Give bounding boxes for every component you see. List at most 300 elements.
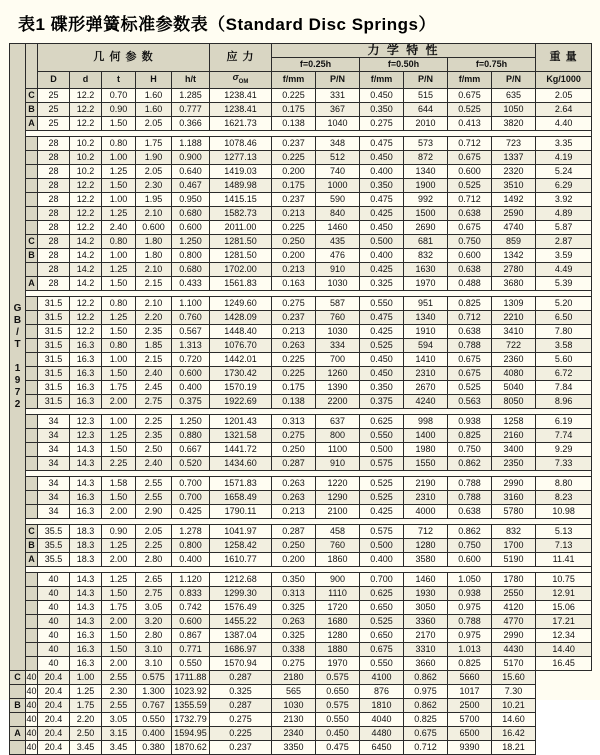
cell-p-075: 1780 — [492, 572, 536, 586]
cell-H: 3.05 — [102, 712, 136, 726]
cell-H: 1.60 — [136, 102, 172, 116]
cell-p-075: 5700 — [448, 712, 492, 726]
standard-label: GB/T 1972 — [12, 302, 23, 411]
cell-p-075: 5170 — [492, 656, 536, 670]
cell-p-075: 3160 — [492, 490, 536, 504]
cell-weight: 8.80 — [536, 476, 592, 490]
col-f-050: f/mm — [360, 72, 404, 89]
cell-t: 1.75 — [102, 380, 136, 394]
cell-f-025: 0.213 — [272, 206, 316, 220]
cell-p-050: 2690 — [404, 220, 448, 234]
cell-f-050: 0.550 — [360, 296, 404, 310]
col-t: t — [102, 72, 136, 89]
cell-f-075: 0.825 — [448, 296, 492, 310]
cell-d: 20.4 — [38, 684, 70, 698]
cell-t: 0.80 — [102, 136, 136, 150]
cell-f-075: 0.862 — [404, 698, 448, 712]
cell-class — [26, 296, 38, 310]
cell-p-025: 1040 — [316, 116, 360, 130]
cell-class — [10, 740, 26, 754]
cell-class — [26, 656, 38, 670]
cell-p-025: 910 — [316, 262, 360, 276]
cell-sigma: 1041.97 — [210, 524, 272, 538]
cell-sigma: 1281.50 — [210, 234, 272, 248]
cell-f-075: 0.675 — [404, 726, 448, 740]
cell-f-075: 0.938 — [448, 586, 492, 600]
table-row — [10, 656, 592, 670]
cell-weight: 4.89 — [536, 206, 592, 220]
cell-f-075: 0.712 — [404, 740, 448, 754]
cell-d: 16.3 — [70, 352, 102, 366]
cell-t: 0.90 — [102, 102, 136, 116]
table-row — [10, 310, 592, 324]
cell-sigma: 1621.73 — [210, 116, 272, 130]
cell-class — [26, 476, 38, 490]
cell-sigma: 1238.41 — [210, 88, 272, 102]
table-row — [10, 442, 592, 456]
cell-sigma: 1023.92 — [172, 684, 210, 698]
cell-f-050: 0.350 — [360, 178, 404, 192]
cell-sigma: 1732.79 — [172, 712, 210, 726]
cell-p-050: 1400 — [404, 428, 448, 442]
cell-weight: 18.21 — [492, 740, 536, 754]
cell-D: 28 — [38, 178, 70, 192]
cell-H: 2.55 — [136, 490, 172, 504]
cell-f-075: 0.675 — [448, 220, 492, 234]
cell-p-025: 1680 — [316, 614, 360, 628]
table-row — [10, 324, 592, 338]
table-row — [10, 614, 592, 628]
cell-class — [26, 456, 38, 470]
cell-d: 14.3 — [70, 600, 102, 614]
table-row — [10, 628, 592, 642]
cell-D: 40 — [38, 572, 70, 586]
cell-class — [26, 504, 38, 518]
cell-f-025: 0.225 — [272, 366, 316, 380]
table-row — [10, 538, 592, 552]
table-row — [10, 262, 592, 276]
cell-H: 1.75 — [136, 136, 172, 150]
cell-H: 2.20 — [136, 310, 172, 324]
cell-p-050: 573 — [404, 136, 448, 150]
cell-d: 16.3 — [70, 656, 102, 670]
cell-f-050: 0.425 — [360, 262, 404, 276]
cell-class — [26, 600, 38, 614]
cell-f-050: 0.425 — [360, 504, 404, 518]
cell-class — [26, 642, 38, 656]
cell-D: 28 — [38, 136, 70, 150]
cell-sigma: 1730.42 — [210, 366, 272, 380]
cell-class — [26, 220, 38, 234]
cell-t: 0.80 — [102, 296, 136, 310]
cell-ht: 0.467 — [172, 178, 210, 192]
cell-sigma: 1658.49 — [210, 490, 272, 504]
cell-p-025: 1290 — [316, 490, 360, 504]
cell-weight: 8.96 — [536, 394, 592, 408]
table-row — [10, 414, 592, 428]
cell-p-075: 1337 — [492, 150, 536, 164]
cell-sigma: 1201.43 — [210, 414, 272, 428]
cell-D: 40 — [26, 740, 38, 754]
cell-f-025: 0.263 — [272, 476, 316, 490]
cell-H: 2.30 — [136, 178, 172, 192]
cell-t: 2.40 — [102, 220, 136, 234]
cell-weight: 16.45 — [536, 656, 592, 670]
cell-sigma: 1442.01 — [210, 352, 272, 366]
cell-weight: 4.49 — [536, 262, 592, 276]
cell-d: 16.3 — [70, 338, 102, 352]
cell-p-025: 367 — [316, 102, 360, 116]
cell-t: 1.00 — [70, 670, 102, 684]
cell-f-075: 1.050 — [448, 572, 492, 586]
cell-weight: 7.13 — [536, 538, 592, 552]
cell-sigma: 1277.13 — [210, 150, 272, 164]
load-group-075h: f=0.75h — [448, 58, 536, 72]
table-row — [10, 338, 592, 352]
cell-p-050: 2190 — [404, 476, 448, 490]
cell-t: 0.80 — [102, 338, 136, 352]
cell-f-025: 0.250 — [272, 442, 316, 456]
cell-H: 1.95 — [136, 192, 172, 206]
table-row — [10, 88, 592, 102]
cell-ht: 1.188 — [172, 136, 210, 150]
cell-f-075: 0.638 — [448, 324, 492, 338]
cell-ht: 0.567 — [172, 324, 210, 338]
cell-f-025: 0.287 — [272, 524, 316, 538]
cell-class — [26, 352, 38, 366]
table-row — [10, 366, 592, 380]
cell-f-075: 0.825 — [404, 712, 448, 726]
cell-p-075: 2990 — [492, 628, 536, 642]
cell-class — [10, 712, 26, 726]
cell-class: C — [26, 524, 38, 538]
cell-d: 16.3 — [70, 628, 102, 642]
cell-sigma: 2011.00 — [210, 220, 272, 234]
table-row — [10, 740, 592, 754]
cell-f-075: 0.600 — [448, 552, 492, 566]
cell-class: B — [26, 102, 38, 116]
cell-f-025: 0.200 — [272, 248, 316, 262]
cell-p-025: 1220 — [316, 476, 360, 490]
cell-sigma: 1594.95 — [172, 726, 210, 740]
cell-f-025: 0.213 — [272, 504, 316, 518]
cell-p-075: 5780 — [492, 504, 536, 518]
cell-f-025: 0.350 — [272, 572, 316, 586]
cell-weight: 7.80 — [536, 324, 592, 338]
table-row — [10, 684, 592, 698]
cell-ht: 1.100 — [172, 296, 210, 310]
cell-f-025: 0.225 — [210, 726, 272, 740]
cell-H: 2.10 — [136, 296, 172, 310]
cell-p-075: 2590 — [492, 206, 536, 220]
cell-p-075: 2780 — [492, 262, 536, 276]
cell-f-050: 0.550 — [316, 712, 360, 726]
cell-d: 12.2 — [70, 178, 102, 192]
cell-D: 25 — [38, 102, 70, 116]
cell-d: 18.3 — [70, 538, 102, 552]
cell-f-075: 0.862 — [448, 524, 492, 538]
mechanics-header: 力 学 特 性 — [272, 44, 536, 58]
cell-H: 2.65 — [136, 572, 172, 586]
cell-f-075: 0.675 — [448, 150, 492, 164]
cell-f-025: 0.263 — [272, 490, 316, 504]
cell-D: 31.5 — [38, 394, 70, 408]
cell-t: 3.45 — [70, 740, 102, 754]
cell-ht: 0.400 — [136, 726, 172, 740]
cell-D: 28 — [38, 262, 70, 276]
col-p-050: P/N — [404, 72, 448, 89]
cell-f-025: 0.237 — [210, 740, 272, 754]
table-row — [10, 586, 592, 600]
cell-sigma: 1076.70 — [210, 338, 272, 352]
cell-class — [26, 150, 38, 164]
cell-ht: 1.300 — [136, 684, 172, 698]
table-row — [10, 192, 592, 206]
cell-D: 40 — [38, 600, 70, 614]
cell-sigma: 1355.59 — [172, 698, 210, 712]
cell-p-075: 1258 — [492, 414, 536, 428]
cell-d: 12.3 — [70, 414, 102, 428]
cell-p-025: 512 — [316, 150, 360, 164]
cell-f-075: 0.825 — [448, 656, 492, 670]
cell-ht: 0.760 — [172, 310, 210, 324]
cell-p-050: 951 — [404, 296, 448, 310]
cell-f-050: 0.525 — [360, 338, 404, 352]
cell-p-075: 723 — [492, 136, 536, 150]
table-row — [10, 178, 592, 192]
cell-f-050: 0.325 — [360, 276, 404, 290]
cell-H: 2.05 — [136, 164, 172, 178]
cell-p-075: 1309 — [492, 296, 536, 310]
cell-f-025: 0.325 — [272, 600, 316, 614]
cell-f-050: 0.500 — [360, 442, 404, 456]
cell-d: 20.4 — [38, 670, 70, 684]
cell-ht: 0.777 — [172, 102, 210, 116]
cell-sigma: 1428.09 — [210, 310, 272, 324]
cell-p-050: 4000 — [404, 504, 448, 518]
cell-d: 14.2 — [70, 262, 102, 276]
cell-class — [26, 394, 38, 408]
cell-f-075: 0.675 — [448, 88, 492, 102]
cell-ht: 0.700 — [172, 490, 210, 504]
cell-p-075: 3410 — [492, 324, 536, 338]
cell-f-075: 0.750 — [448, 442, 492, 456]
cell-f-025: 0.237 — [272, 310, 316, 324]
cell-f-075: 0.712 — [448, 136, 492, 150]
cell-p-050: 1410 — [404, 352, 448, 366]
cell-f-050: 0.400 — [360, 164, 404, 178]
cell-sigma: 1299.30 — [210, 586, 272, 600]
cell-p-050: 1930 — [404, 586, 448, 600]
cell-p-075: 6500 — [448, 726, 492, 740]
cell-weight: 5.20 — [536, 296, 592, 310]
cell-d: 12.3 — [70, 428, 102, 442]
cell-class — [26, 366, 38, 380]
cell-H: 3.45 — [102, 740, 136, 754]
cell-p-025: 760 — [316, 538, 360, 552]
cell-t: 1.00 — [102, 414, 136, 428]
cell-p-050: 6450 — [360, 740, 404, 754]
cell-t: 2.20 — [70, 712, 102, 726]
cell-H: 2.10 — [136, 206, 172, 220]
cell-p-050: 998 — [404, 414, 448, 428]
cell-f-075: 0.975 — [448, 600, 492, 614]
cell-d: 14.3 — [70, 572, 102, 586]
cell-ht: 0.600 — [172, 220, 210, 234]
cell-weight: 14.40 — [536, 642, 592, 656]
cell-ht: 0.800 — [172, 538, 210, 552]
cell-weight: 2.05 — [536, 88, 592, 102]
cell-p-075: 2320 — [492, 164, 536, 178]
cell-ht: 0.425 — [172, 504, 210, 518]
cell-class: B — [26, 538, 38, 552]
cell-f-050: 0.350 — [360, 380, 404, 394]
cell-D: 40 — [38, 656, 70, 670]
cell-ht: 1.313 — [172, 338, 210, 352]
cell-f-025: 0.225 — [272, 352, 316, 366]
cell-H: 2.55 — [102, 670, 136, 684]
cell-weight: 6.19 — [536, 414, 592, 428]
cell-p-050: 1340 — [404, 310, 448, 324]
cell-f-050: 0.350 — [360, 102, 404, 116]
cell-f-050: 0.525 — [360, 490, 404, 504]
cell-p-050: 1970 — [404, 276, 448, 290]
cell-f-050: 0.425 — [360, 206, 404, 220]
cell-p-050: 1630 — [404, 262, 448, 276]
cell-p-075: 2160 — [492, 428, 536, 442]
cell-D: 40 — [26, 726, 38, 740]
cell-p-075: 2500 — [448, 698, 492, 712]
cell-p-025: 565 — [272, 684, 316, 698]
cell-f-075: 1.013 — [448, 642, 492, 656]
cell-t: 1.50 — [102, 178, 136, 192]
cell-p-050: 1460 — [404, 572, 448, 586]
cell-f-050: 0.275 — [360, 116, 404, 130]
cell-p-025: 334 — [316, 338, 360, 352]
cell-t: 2.00 — [102, 394, 136, 408]
cell-weight: 3.59 — [536, 248, 592, 262]
cell-p-050: 4100 — [360, 670, 404, 684]
cell-D: 28 — [38, 276, 70, 290]
cell-class — [26, 628, 38, 642]
geometry-header: 几 何 参 数 — [38, 44, 210, 72]
cell-f-050: 0.475 — [360, 310, 404, 324]
cell-p-050: 1810 — [360, 698, 404, 712]
cell-H: 2.55 — [136, 476, 172, 490]
cell-d: 12.2 — [70, 324, 102, 338]
cell-ht: 0.720 — [172, 352, 210, 366]
cell-f-050: 0.575 — [316, 698, 360, 712]
cell-class: C — [10, 670, 26, 684]
cell-weight: 10.75 — [536, 572, 592, 586]
cell-f-050: 0.625 — [360, 586, 404, 600]
cell-p-075: 8050 — [492, 394, 536, 408]
cell-f-050: 0.400 — [360, 552, 404, 566]
cell-f-025: 0.138 — [272, 394, 316, 408]
cell-t: 1.25 — [102, 538, 136, 552]
cell-d: 20.4 — [38, 712, 70, 726]
cell-f-075: 0.638 — [448, 504, 492, 518]
cell-sigma: 1212.68 — [210, 572, 272, 586]
cell-H: 0.600 — [136, 220, 172, 234]
cell-class — [26, 490, 38, 504]
cell-t: 1.50 — [102, 442, 136, 456]
cell-f-025: 0.263 — [272, 614, 316, 628]
cell-weight: 3.58 — [536, 338, 592, 352]
cell-d: 12.2 — [70, 102, 102, 116]
cell-p-050: 644 — [404, 102, 448, 116]
cell-f-025: 0.138 — [272, 116, 316, 130]
cell-t: 1.58 — [102, 476, 136, 490]
cell-class — [26, 164, 38, 178]
cell-d: 16.3 — [70, 366, 102, 380]
cell-class: A — [26, 116, 38, 130]
cell-D: 40 — [38, 628, 70, 642]
cell-p-025: 1030 — [272, 698, 316, 712]
cell-p-025: 331 — [316, 88, 360, 102]
cell-p-050: 1550 — [404, 456, 448, 470]
cell-p-050: 4480 — [360, 726, 404, 740]
cell-weight: 5.24 — [536, 164, 592, 178]
cell-p-075: 859 — [492, 234, 536, 248]
cell-f-075: 0.862 — [448, 456, 492, 470]
cell-sigma: 1790.11 — [210, 504, 272, 518]
cell-class — [26, 324, 38, 338]
cell-p-025: 1110 — [316, 586, 360, 600]
cell-d: 14.2 — [70, 234, 102, 248]
cell-sigma: 1489.98 — [210, 178, 272, 192]
cell-D: 34 — [38, 428, 70, 442]
cell-p-025: 760 — [316, 310, 360, 324]
cell-f-050: 0.675 — [360, 642, 404, 656]
cell-p-025: 587 — [316, 296, 360, 310]
cell-class — [26, 428, 38, 442]
cell-f-025: 0.163 — [272, 276, 316, 290]
cell-p-025: 1000 — [316, 178, 360, 192]
cell-f-025: 0.237 — [272, 192, 316, 206]
cell-f-025: 0.225 — [272, 150, 316, 164]
cell-H: 2.40 — [136, 366, 172, 380]
cell-p-025: 458 — [316, 524, 360, 538]
cell-sigma: 1561.83 — [210, 276, 272, 290]
cell-f-075: 0.675 — [448, 366, 492, 380]
cell-p-075: 2210 — [492, 310, 536, 324]
cell-D: 35.5 — [38, 524, 70, 538]
cell-t: 2.00 — [102, 504, 136, 518]
cell-f-025: 0.287 — [210, 670, 272, 684]
cell-weight: 12.91 — [536, 586, 592, 600]
cell-weight: 12.34 — [536, 628, 592, 642]
cell-H: 3.05 — [136, 600, 172, 614]
cell-H: 2.25 — [136, 538, 172, 552]
col-f-025: f/mm — [272, 72, 316, 89]
cell-D: 28 — [38, 206, 70, 220]
cell-p-075: 1700 — [492, 538, 536, 552]
cell-p-075: 4770 — [492, 614, 536, 628]
cell-sigma: 1321.58 — [210, 428, 272, 442]
cell-class: A — [26, 552, 38, 566]
cell-p-050: 2670 — [404, 380, 448, 394]
col-D: D — [38, 72, 70, 89]
cell-t: 1.25 — [102, 206, 136, 220]
cell-t: 2.00 — [102, 614, 136, 628]
cell-f-025: 0.325 — [210, 684, 272, 698]
cell-d: 16.3 — [70, 490, 102, 504]
cell-p-050: 1980 — [404, 442, 448, 456]
cell-p-025: 1030 — [316, 276, 360, 290]
cell-f-050: 0.650 — [360, 628, 404, 642]
cell-weight: 14.60 — [492, 712, 536, 726]
